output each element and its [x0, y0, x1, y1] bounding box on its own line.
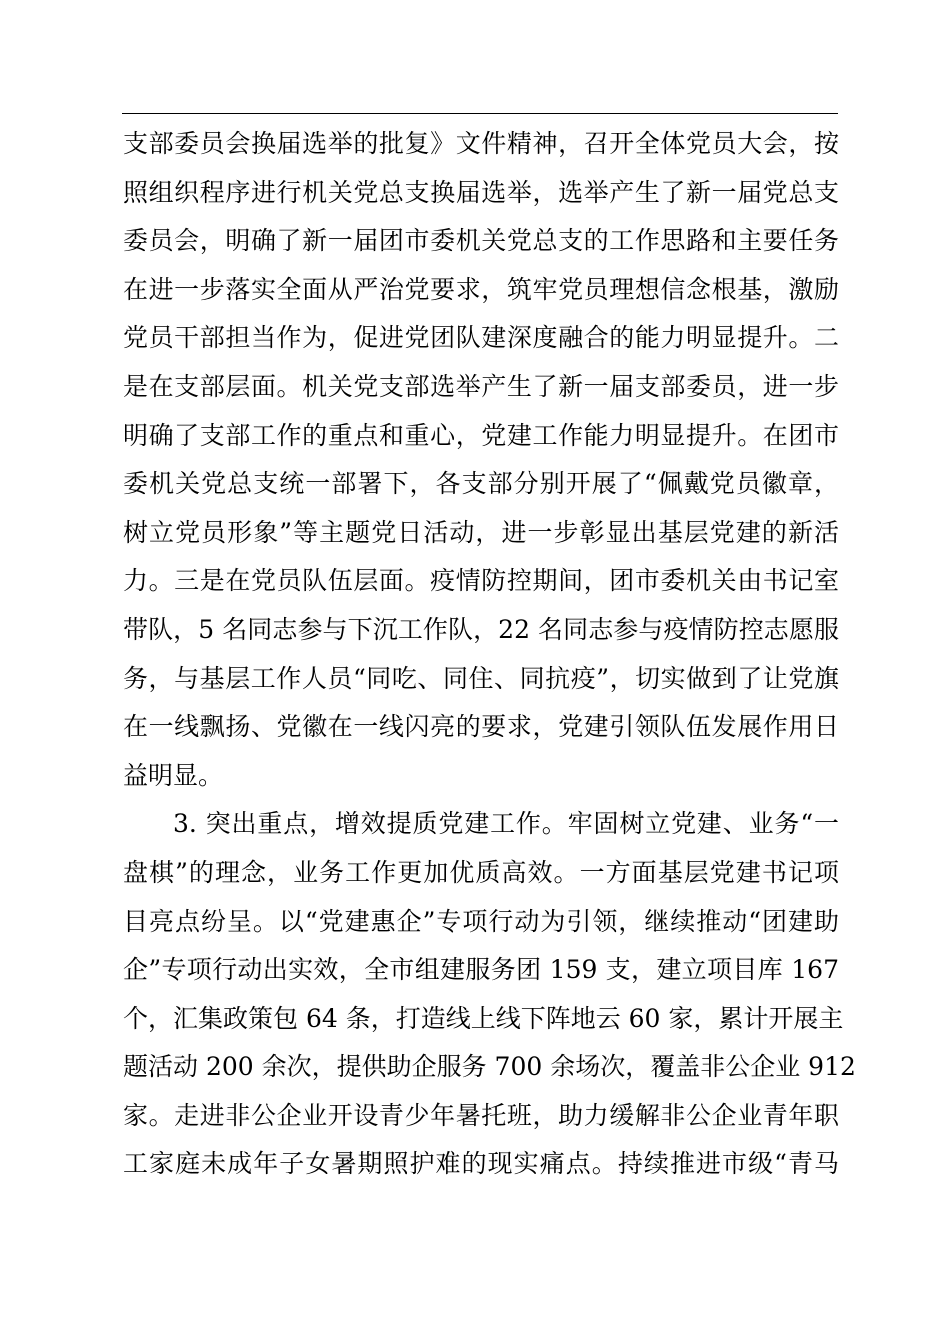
- text-line: 委员会，明确了新一届团市委机关党总支的工作思路和主要任务: [123, 226, 839, 256]
- text-line: 是在支部层面。机关党支部选举产生了新一届支部委员，进一步: [123, 371, 839, 401]
- text-line: 支部委员会换届选举的批复》文件精神，召开全体党员大会，按: [123, 129, 839, 158]
- text-line: 题活动 200 余次，提供助企服务 700 余场次，覆盖非公企业 912: [123, 1052, 856, 1082]
- text-line: 委机关党总支统一部署下，各支部分别开展了“佩戴党员徽章，: [123, 469, 839, 499]
- text-line: 个，汇集政策包 64 条，打造线上线下阵地云 60 家，累计开展主: [123, 1003, 844, 1033]
- text-line: 益明显。: [123, 760, 224, 790]
- text-line: 照组织程序进行机关党总支换届选举，选举产生了新一届党总支: [123, 177, 839, 207]
- text-line: 务，与基层工作人员“同吃、同住、同抗疫”，切实做到了让党旗: [123, 663, 839, 693]
- text-line: 工家庭未成年子女暑期照护难的现实痛点。持续推进市级“青马: [123, 1149, 839, 1179]
- header-rule: [122, 113, 838, 114]
- body-text: [123, 120, 856, 1189]
- text-line: 家。走进非公企业开设青少年暑托班，助力缓解非公企业青年职: [123, 1100, 839, 1130]
- text-line: 3. 突出重点，增效提质党建工作。牢固树立党建、业务“一: [173, 809, 839, 839]
- text-line: 力。三是在党员队伍层面。疫情防控期间，团市委机关由书记室: [123, 566, 839, 596]
- text-line: 党员干部担当作为，促进党团队建深度融合的能力明显提升。二: [123, 323, 839, 353]
- text-line: 树立党员形象”等主题党日活动，进一步彰显出基层党建的新活: [123, 517, 839, 547]
- text-line: 带队，5 名同志参与下沉工作队，22 名同志参与疫情防控志愿服: [123, 614, 839, 644]
- text-line: 盘棋”的理念，业务工作更加优质高效。一方面基层党建书记项: [123, 857, 839, 887]
- text-line: 在进一步落实全面从严治党要求，筑牢党员理想信念根基，激励: [123, 274, 839, 304]
- text-line: 明确了支部工作的重点和重心，党建工作能力明显提升。在团市: [123, 420, 839, 450]
- text-line: 企”专项行动出实效，全市组建服务团 159 支，建立项目库 167: [123, 955, 839, 985]
- text-line: 目亮点纷呈。以“党建惠企”专项行动为引领，继续推动“团建助: [123, 906, 839, 936]
- text-line: 在一线飘扬、党徽在一线闪亮的要求，党建引领队伍发展作用日: [123, 712, 839, 742]
